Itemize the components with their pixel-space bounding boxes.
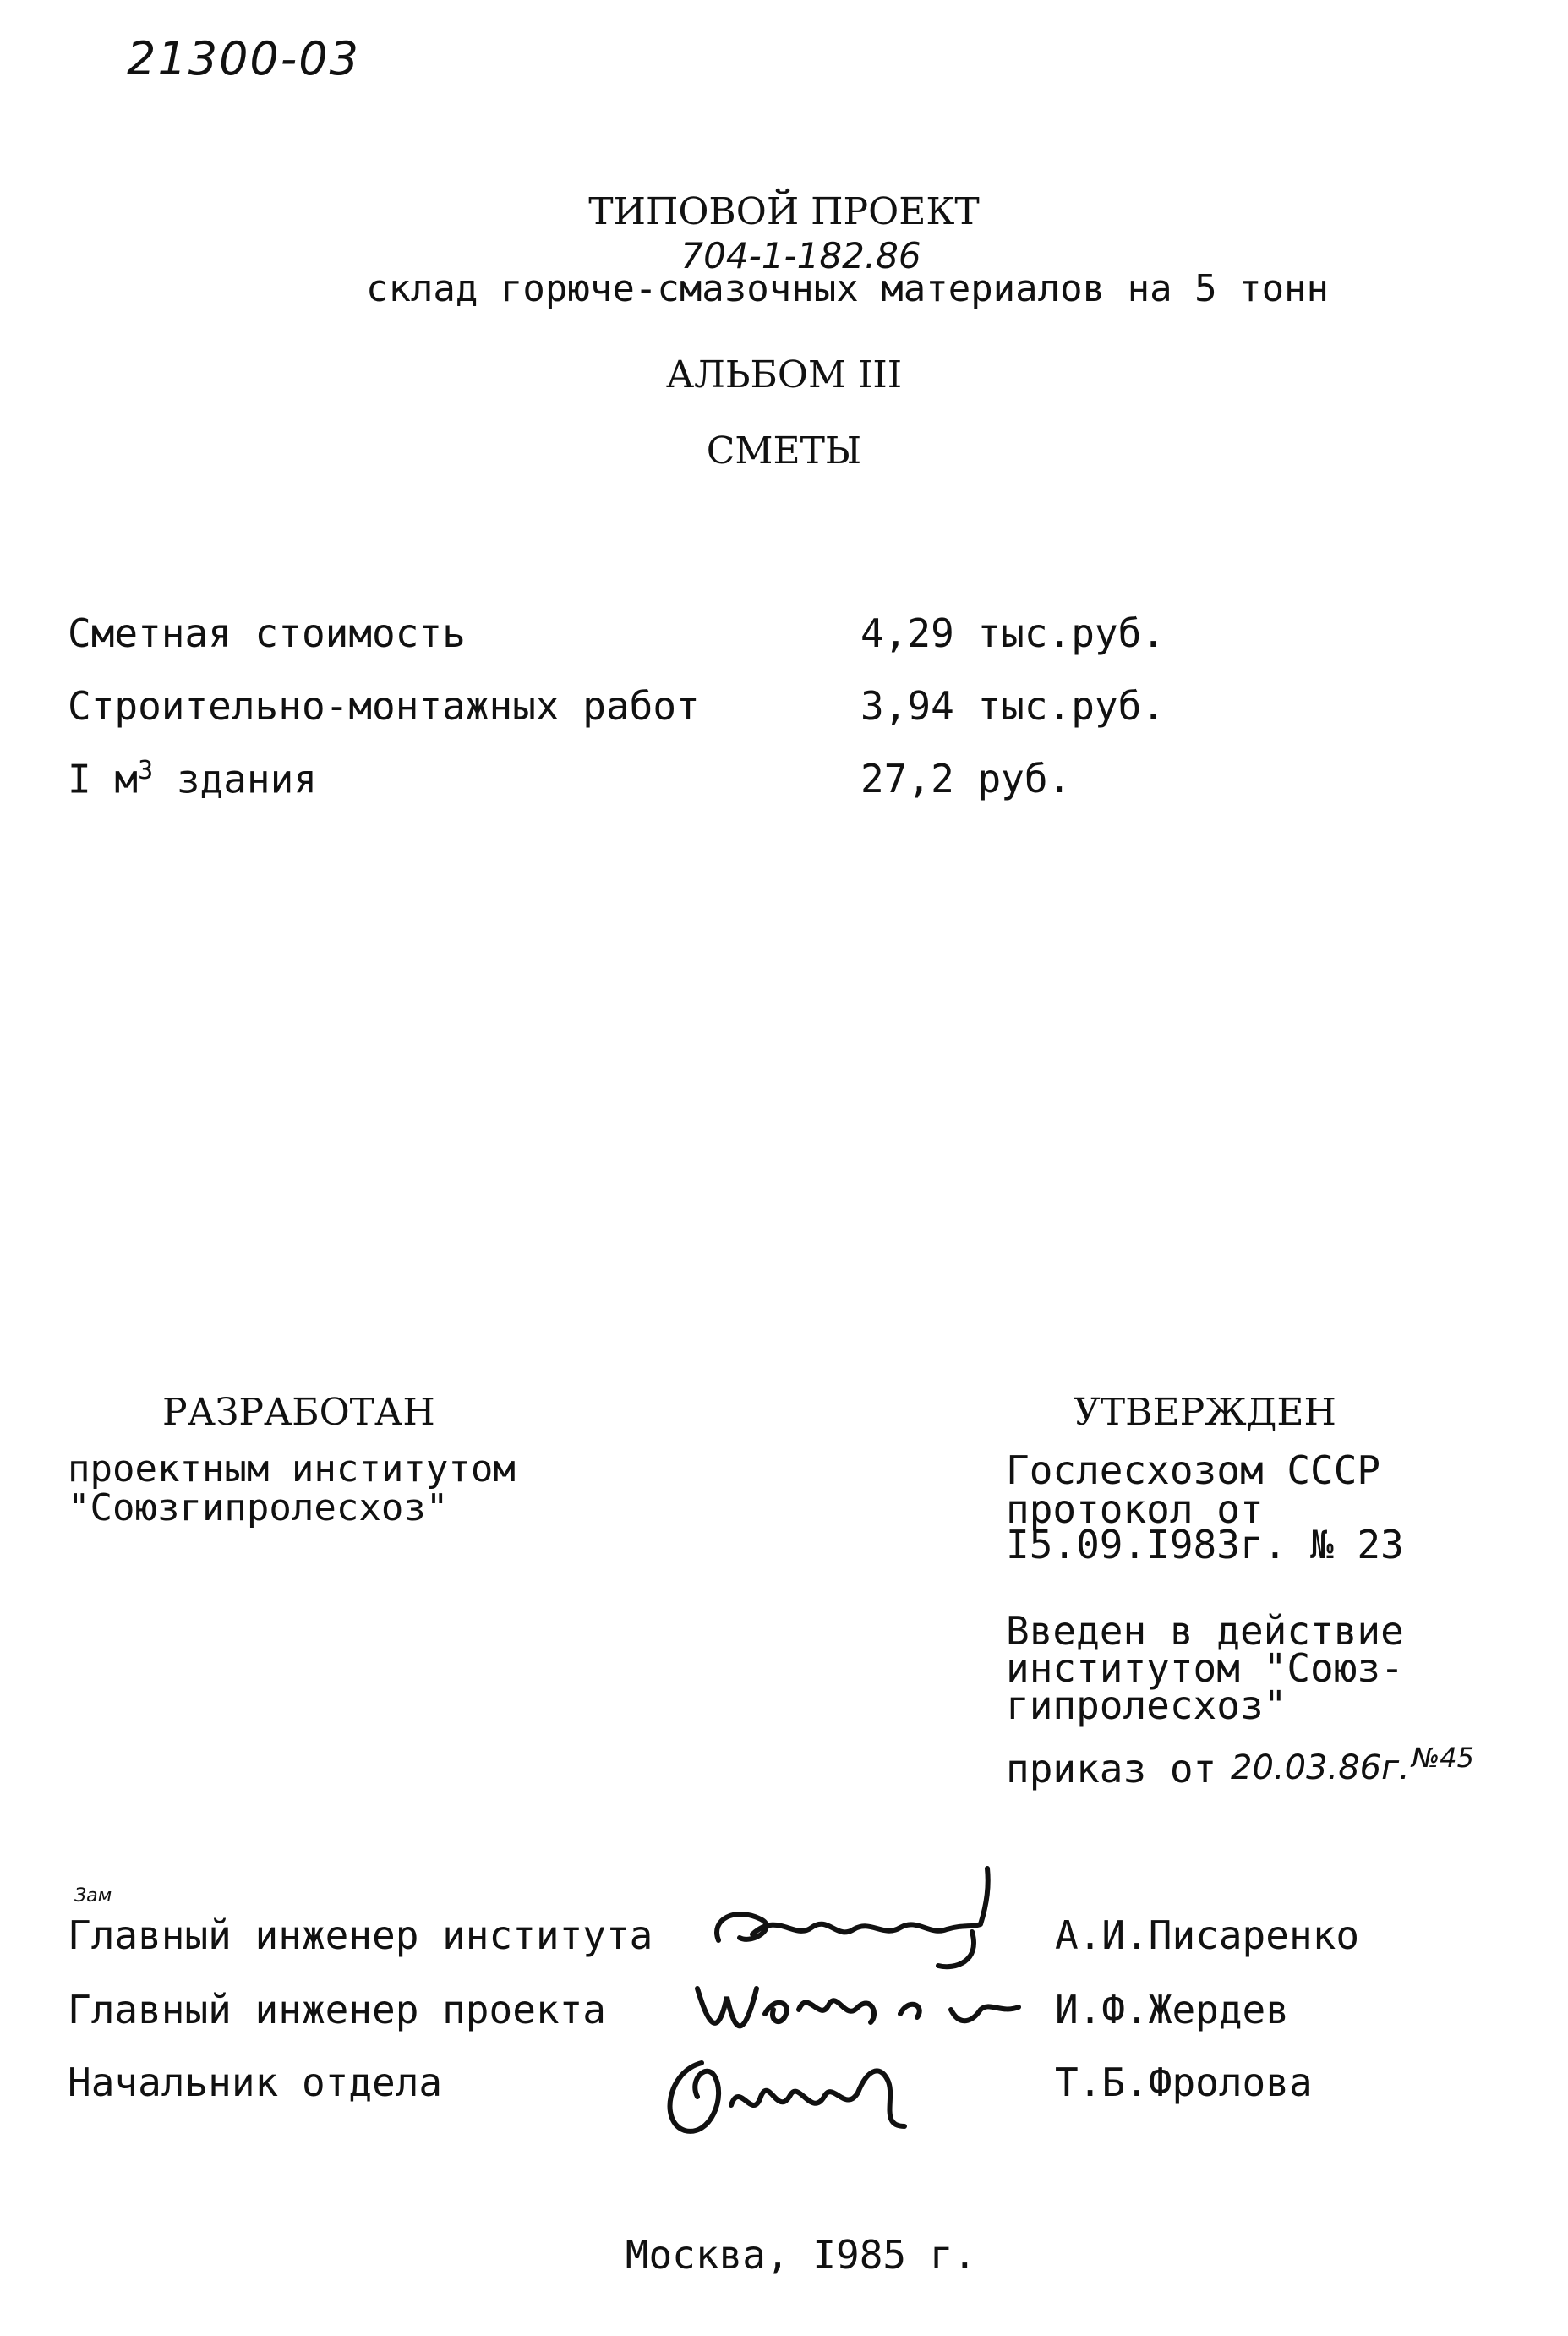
developed-line: "Союзгипролесхоз" (68, 1486, 449, 1529)
order-number: №45 (1412, 1742, 1474, 1774)
signature-name: А.И.Писаренко (1055, 1912, 1360, 1958)
footer-city-year: Москва, I985 г. (625, 2232, 977, 2278)
cost-value: 27,2 руб. (860, 756, 1072, 801)
introduced-line: Введен в действие (1006, 1608, 1404, 1654)
developed-line: проектным институтом (68, 1447, 516, 1491)
signature-name: Т.Б.Фролова (1055, 2060, 1313, 2105)
order-date: 20.03.86г. (1231, 1748, 1410, 1787)
document-title: ТИПОВОЙ ПРОЕКТ (588, 190, 980, 233)
approved-line: протокол от (1006, 1486, 1264, 1532)
developed-heading: РАЗРАБОТАН (162, 1391, 435, 1434)
signature-role: Главный инженер института (68, 1912, 653, 1958)
signature-3-mark (651, 2046, 930, 2147)
album-label: АЛЬБОМ III (665, 353, 903, 397)
order-label: приказ от (1006, 1746, 1217, 1792)
cost-label: Строительно-монтажных работ (68, 683, 700, 729)
introduced-line: институтом "Союз- (1006, 1645, 1404, 1691)
cost-value: 3,94 тыс.руб. (860, 683, 1166, 729)
document-id: 21300-03 (127, 32, 360, 85)
approved-heading: УТВЕРЖДЕН (1074, 1391, 1336, 1434)
signature-2-mark (689, 1963, 1044, 2056)
cubic-superscript: 3 (138, 756, 154, 785)
introduced-line: гипролесхоз" (1006, 1682, 1287, 1728)
document-subtitle: склад горюче-смазочных материалов на 5 тонн (365, 267, 1330, 310)
cost-value: 4,29 тыс.руб. (860, 610, 1166, 656)
deputy-note: Зам (74, 1885, 112, 1907)
approved-line: I5.09.I983г. № 23 (1006, 1522, 1404, 1567)
signature-1-mark (702, 1860, 1023, 1978)
signature-name: И.Ф.Жердев (1055, 1987, 1289, 2032)
project-number: 704-1-182.86 (680, 235, 921, 276)
signature-role: Главный инженер проекта (68, 1987, 606, 2032)
cost-label: Сметная стоимость (68, 610, 466, 656)
cost-label: I $м^3$ здания (68, 756, 318, 802)
approved-line: Гослесхозом СССР (1006, 1447, 1381, 1493)
section-title: СМЕТЫ (706, 429, 862, 473)
signature-role: Начальник отдела (68, 2060, 443, 2105)
